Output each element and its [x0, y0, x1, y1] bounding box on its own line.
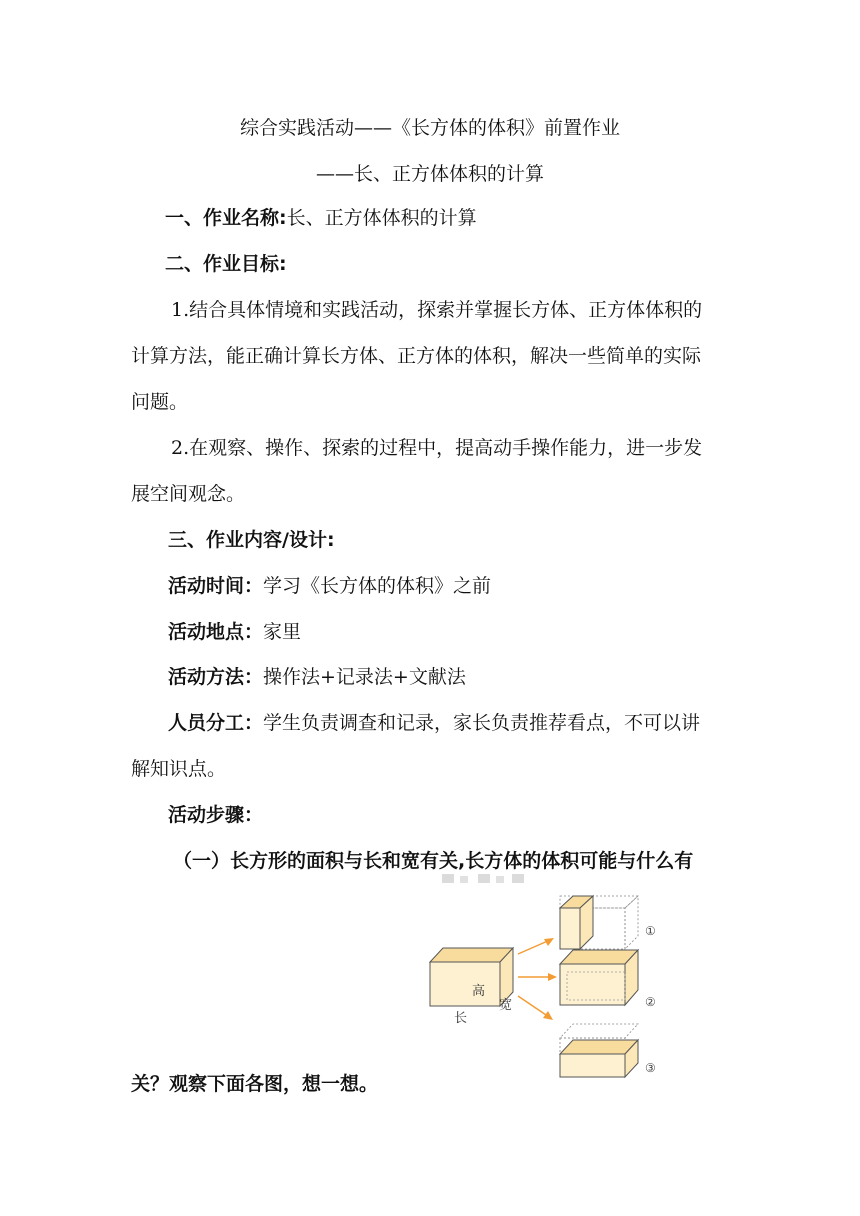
activity-method-label: 活动方法：	[168, 666, 264, 688]
mark-2: ②	[645, 995, 656, 1009]
goal-1-line-2: 计算方法，能正确计算长方体、正方体的体积，解决一些简单的实际	[131, 345, 702, 367]
cuboid-variant-2	[560, 950, 656, 1009]
activity-time	[168, 574, 491, 598]
main-cuboid	[430, 948, 513, 1026]
goal-2-line-1: 2.在观察、操作、探索的过程中，提高动手操作能力，进一步发	[171, 437, 703, 459]
activity-roles-value: 学生负责调查和记录，家长负责推荐看点，不可以讲	[263, 712, 701, 734]
activity-method	[168, 665, 466, 689]
document-subtitle: ——长、正方体体积的计算	[315, 163, 544, 185]
label-width: 宽	[499, 998, 513, 1013]
arrow-to-cuboid-2	[518, 973, 557, 981]
arrow-to-cuboid-1	[518, 938, 554, 954]
activity-place-label: 活动地点：	[168, 621, 264, 643]
label-length: 长	[454, 1011, 468, 1026]
activity-roles-line-2: 解知识点。	[131, 758, 227, 780]
activity-steps-heading: 活动步骤：	[168, 804, 264, 826]
activity-place	[168, 620, 301, 644]
cuboid-volume-figure	[420, 868, 680, 1083]
document-title: 综合实践活动——《长方体的体积》前置作业	[239, 117, 620, 139]
section-label: 一、作业名称:	[165, 207, 287, 229]
section-homework-content: 三、作业内容/设计:	[168, 529, 335, 551]
figure-blurred-caption	[442, 874, 524, 883]
section-value: 长、正方体体积的计算	[286, 207, 477, 229]
cuboid-variant-3	[560, 1024, 656, 1077]
mark-3: ③	[645, 1061, 656, 1075]
step-1-line-2: 关？观察下面各图，想一想。	[131, 1073, 379, 1095]
section-homework-name	[165, 206, 477, 230]
goal-2-line-2: 展空间观念。	[131, 483, 246, 505]
activity-roles	[168, 711, 700, 735]
cuboid-variant-1	[560, 896, 656, 949]
section-homework-goal: 二、作业目标:	[165, 253, 287, 275]
activity-time-label: 活动时间：	[168, 575, 264, 597]
activity-roles-label: 人员分工：	[168, 712, 264, 734]
activity-place-value: 家里	[263, 621, 302, 643]
goal-1-line-3: 问题。	[131, 391, 189, 413]
label-height: 高	[472, 984, 486, 999]
goal-1-line-1: 1.结合具体情境和实践活动，探索并掌握长方体、正方体体积的	[171, 299, 703, 321]
step-1-line-1: （一）长方形的面积与长和宽有关,长方体的体积可能与什么有	[173, 850, 694, 872]
activity-method-value: 操作法+记录法+文献法	[263, 666, 466, 688]
activity-time-value: 学习《长方体的体积》之前	[263, 575, 492, 597]
mark-1: ①	[645, 924, 656, 938]
arrow-to-cuboid-3	[518, 996, 553, 1020]
